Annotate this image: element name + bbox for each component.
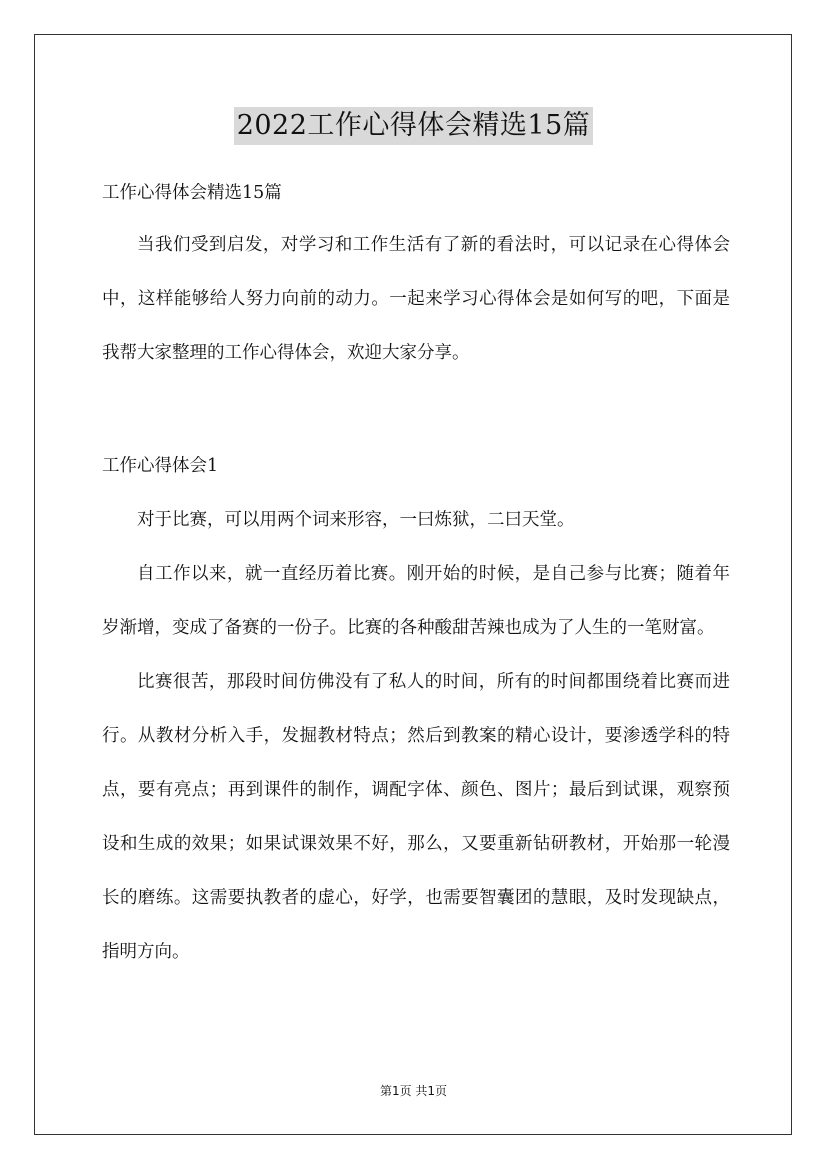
section-heading: 工作心得体会1 — [102, 456, 219, 476]
document-title-text: 2022工作心得体会精选15篇 — [234, 107, 594, 145]
page-footer — [0, 1082, 827, 1100]
document-subtitle: 工作心得体会精选15篇 — [102, 183, 282, 203]
paragraph-1: 对于比赛，可以用两个词来形容，一曰炼狱，二曰天堂。 — [137, 510, 575, 530]
document-title — [0, 104, 827, 145]
page-number-label: 第1页 共1页 — [379, 1084, 448, 1098]
intro-paragraph: 当我们受到启发，对学习和工作生活有了新的看法时，可以记录在心得体会中，这样能够给人努力向前的动力。一起来学习心得体会是如何写的吧，下面是我帮大家整理的工作心得体会，欢迎大家分享。 — [102, 235, 730, 363]
paragraph-2: 自工作以来，就一直经历着比赛。刚开始的时候，是自己参与比赛；随着年岁渐增，变成了备赛的一份子。比赛的各种酸甜苦辣也成为了人生的一笔财富。 — [102, 564, 730, 638]
intro-section — [102, 218, 730, 380]
section-content — [102, 493, 730, 979]
paragraph-3: 比赛很苦，那段时间仿佛没有了私人的时间，所有的时间都围绕着比赛而进行。从教材分析入手，发掘教材特点；然后到教案的精心设计，要渗透学科的特点，要有亮点；再到课件的制作，调配字体、颜色、图片；最后到试课，观察预设和生成的效果；如果试课效果不好，那么，又要重新钻研教材，开始那一轮漫长的磨练。这需要执教者的虚心，好学，也需要智囊团的慧眼，及时发现缺点，指明方向。 — [102, 672, 730, 962]
